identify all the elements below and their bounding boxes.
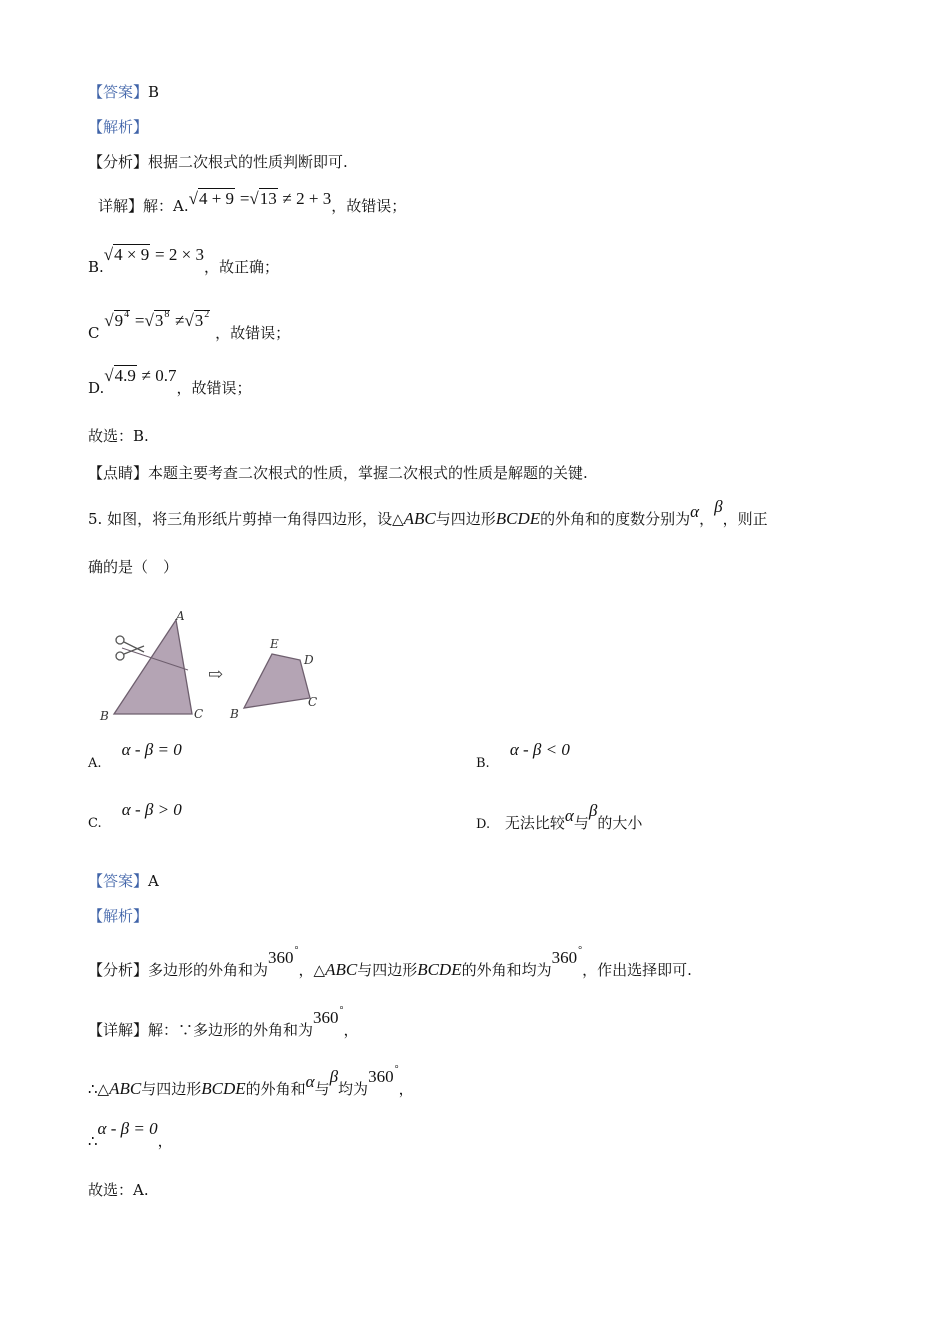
label-B2: B xyxy=(230,707,239,721)
label-C: C xyxy=(194,707,204,721)
option-D[interactable]: D. 无法比较α与β的大小 xyxy=(476,801,643,832)
label-A: A xyxy=(176,609,185,623)
option-detail-C: C $√9^4 =√3^8 \ne√3^2$ ，故错误； xyxy=(88,317,290,343)
xiangjie-label: 详解】解：A. xyxy=(98,197,189,215)
label-D: D xyxy=(304,653,314,667)
triangle-cut-figure xyxy=(94,604,334,732)
answer-line-2: 【答案】A xyxy=(88,872,159,890)
scissors-icon xyxy=(116,636,144,660)
choice-line-1: 故选：B. xyxy=(88,427,149,445)
dianjing-label: 【点睛】 xyxy=(88,464,149,482)
answer-label: 【答案】 xyxy=(88,83,149,101)
sqrt-expression: $√3^8$ xyxy=(144,309,170,330)
sqrt-expression: √4 + 9 xyxy=(188,189,235,208)
answer-value: B xyxy=(148,83,160,101)
sqrt-expression: √4.9 xyxy=(104,366,136,385)
sqrt-expression: √4 × 9 xyxy=(103,245,150,264)
dianjing-line: 【点睛】本题主要考查二次根式的性质，掌握二次根式的性质是解题的关键. xyxy=(88,464,588,482)
sqrt-expression: $√3^2$ xyxy=(184,309,210,330)
question-5-line-1: 5. 如图，将三角形纸片剪掉一角得四边形，设△ABC与四边形BCDE的外角和的度数分别为α，β，则正 xyxy=(88,497,768,528)
therefore-line-1: ∴△ABC与四边形BCDE的外角和α与β均为360°， xyxy=(88,1064,414,1098)
fenxi-text: 根据二次根式的性质判断即可. xyxy=(148,153,348,171)
fenxi-label: 【分析】 xyxy=(88,153,149,171)
sqrt-expression: √13 xyxy=(249,189,277,208)
analysis-heading-1 xyxy=(88,117,148,137)
analysis-heading-2: 【解析】 xyxy=(88,907,149,925)
option-detail-D: D.√4.9 ≠ 0.7，故错误； xyxy=(88,366,252,397)
xiangjie-line-A: 详解】解：A.√4 + 9 =√13 ≠ 2 + 3，故错误； xyxy=(98,189,407,215)
quadrilateral-shape xyxy=(244,654,310,708)
label-B: B xyxy=(100,709,109,723)
choice-line-2: 故选：A. xyxy=(88,1181,149,1199)
answer-line-1 xyxy=(88,82,159,102)
therefore-line-2: ∴α - β = 0， xyxy=(88,1119,173,1150)
option-B[interactable]: B. α - β < 0 xyxy=(476,740,570,771)
label-E: E xyxy=(270,637,279,651)
label-C2: C xyxy=(308,695,318,709)
option-detail-B: B.√4 × 9 = 2 × 3，故正确； xyxy=(88,245,279,276)
option-A[interactable]: A. α - β = 0 xyxy=(88,740,182,771)
sqrt-expression: $√9^4$ xyxy=(104,309,130,330)
question-figure xyxy=(94,604,334,736)
question-5-line-2: 确的是（ ） xyxy=(88,558,179,576)
arrow-icon: ⇨ xyxy=(208,664,224,685)
option-C[interactable]: C. α - β > 0 xyxy=(88,800,182,831)
analysis-label: 【解析】 xyxy=(88,118,149,136)
fenxi-line-2: 【分析】多边形的外角和为360°，△ABC与四边形BCDE的外角和均为360°，作出选择即可. xyxy=(88,945,692,979)
xiangjie-line-2: 【详解】解：∵多边形的外角和为360°， xyxy=(88,1005,359,1039)
fenxi-line-1 xyxy=(88,152,348,172)
